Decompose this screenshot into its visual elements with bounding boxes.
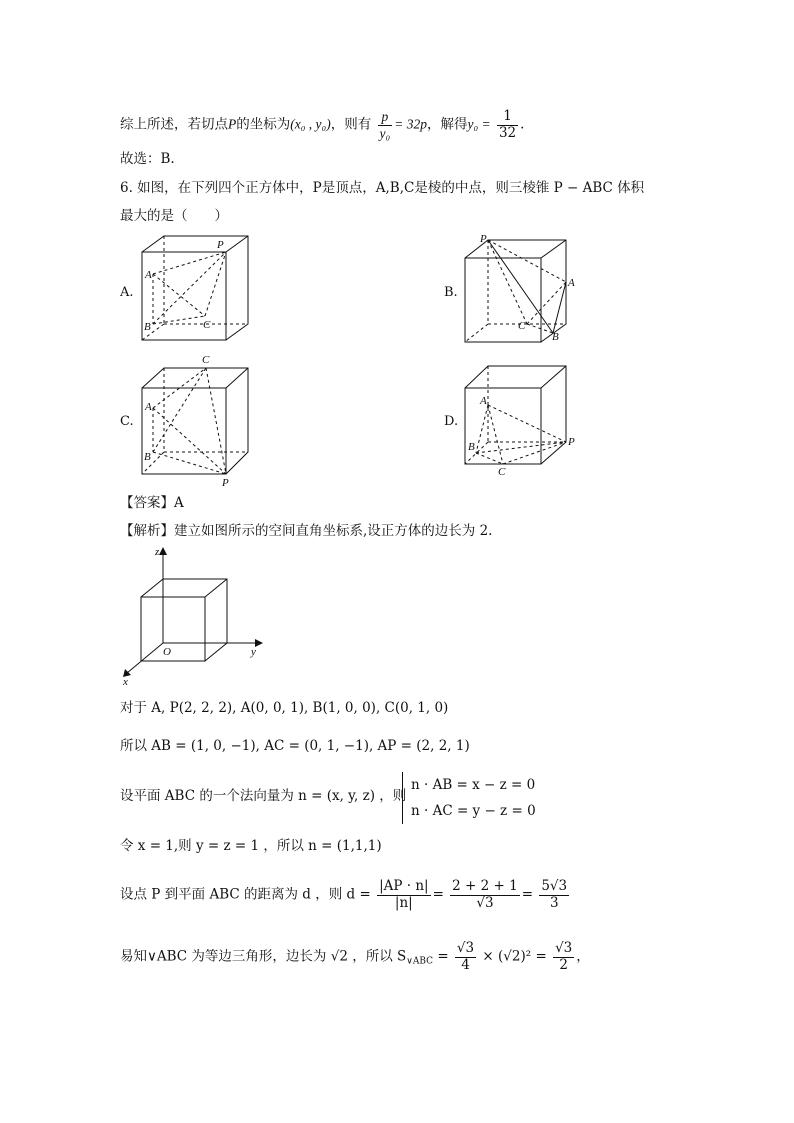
option-d-label: D.: [444, 414, 459, 429]
d-f1-den: |n|: [394, 894, 413, 911]
step-6-sub: ∨ABC: [406, 956, 434, 967]
summary-prefix: 综上所述，若切点: [120, 116, 228, 133]
frac-den: y₀: [379, 125, 391, 141]
distance-fraction-1: [377, 880, 431, 910]
fraction-p-y0: [378, 110, 393, 140]
summary-line: [120, 110, 524, 140]
distance-fraction-2: [450, 880, 520, 910]
step-6-end: ，: [576, 948, 590, 965]
d-f2-num: 2 + 2 + 1: [452, 878, 518, 894]
z-arrow-icon: [159, 547, 167, 555]
system-eq-2: n · AC = y − z = 0: [411, 803, 536, 819]
system-eq-1: n · AB = x − z = 0: [411, 777, 536, 793]
label-b-b: B: [552, 331, 559, 343]
frac-num: p: [378, 110, 393, 126]
coordinate-figure: [115, 545, 275, 685]
eq-32p: = 32p: [394, 116, 427, 132]
label-d-a: A: [480, 395, 487, 407]
origin-label: O: [163, 646, 171, 658]
area-fraction-1: [455, 942, 476, 972]
analysis-line: 【解析】建立如图所示的空间直角坐标系,设正方体的边长为 2.: [120, 523, 493, 539]
d-f3-num: 5√3: [541, 878, 568, 894]
a-f1-den: 4: [461, 956, 470, 973]
label-d-c: C: [498, 466, 506, 478]
step-1: 对于 A, P(2, 2, 2), A(0, 0, 1), B(1, 0, 0), C(0, 1, 0): [120, 700, 449, 716]
point-p: P: [228, 116, 237, 132]
label-b-a: A: [568, 277, 575, 289]
cube-a: [142, 236, 248, 340]
step-6-eq: =: [437, 948, 449, 965]
step-5-prefix: 设点 P 到平面 ABC 的距离为 d ，则 d =: [120, 886, 371, 903]
choice-line: 故选：B.: [120, 151, 175, 167]
question-6-line2: 最大的是（ ）: [120, 208, 228, 224]
y-arrow-icon: [255, 639, 263, 647]
y0-label: y₀ =: [467, 116, 491, 132]
step-3-prefix: 设平面 ABC 的一个法向量为 n = (x, y, z) ，则: [120, 788, 407, 804]
step-6-prefix: 易知∨ABC 为等边三角形，边长为 √2 ，所以 S: [120, 948, 407, 965]
coord: (x₀ , y₀): [290, 116, 331, 132]
label-c-c: C: [202, 354, 210, 366]
label-d-p: P: [568, 436, 575, 448]
cube-d: [465, 366, 566, 464]
d-f2-den: √3: [476, 894, 494, 911]
label-b-c: C: [518, 320, 526, 332]
label-a-p: P: [217, 239, 224, 251]
step-5: 设点 P 到平面 ABC 的距离为 d ，则 d = $\frac{|AP \cdot n|}{|n|}$ = $\frac{2 + 2 + 1}{√3}$ = $\frac{5√3}{3}$: [120, 878, 568, 911]
d-f3-den: 3: [549, 894, 559, 911]
option-b-label: B.: [444, 285, 458, 300]
a-f2-num: √3: [555, 940, 573, 956]
label-d-b: B: [468, 441, 475, 453]
summary-mid1: 的坐标为: [236, 116, 291, 133]
step-3: [120, 790, 406, 804]
step-3-system: [402, 772, 536, 824]
a-f2-den: 2: [559, 956, 568, 973]
d-f1-num: |AP · n|: [379, 878, 429, 894]
label-b-p: P: [480, 233, 487, 245]
label-c-b: B: [144, 451, 151, 463]
a-f1-num: √3: [456, 940, 475, 956]
option-a-label: A.: [120, 285, 134, 300]
fraction-answer: [497, 110, 518, 140]
cube-b: [465, 240, 566, 342]
label-a-c: C: [203, 319, 211, 331]
option-c-label: C.: [120, 414, 134, 429]
axis-z-label: z: [155, 546, 160, 558]
ans-den: 32: [498, 124, 517, 141]
ans-num: 1: [497, 110, 518, 126]
summary-end: .: [520, 116, 525, 133]
x-axis: [127, 643, 163, 673]
label-c-p: P: [222, 477, 229, 489]
step-2: 所以 AB = (1, 0, −1), AC = (0, 1, −1), AP = (2, 2, 1): [120, 738, 470, 754]
distance-fraction-3: [539, 880, 569, 910]
label-c-a: A: [145, 401, 152, 413]
axis-x-label: x: [123, 676, 128, 685]
step-6: [120, 942, 590, 972]
cube-c: [142, 368, 248, 474]
area-fraction-2: [553, 942, 574, 972]
summary-mid3: ，解得: [426, 116, 468, 133]
summary-mid2: ，则有: [330, 116, 372, 133]
step-6-mid2: × (√2)² =: [482, 948, 547, 965]
label-a-b: B: [144, 321, 151, 333]
question-6-line1: 6. 如图，在下列四个正方体中，P是顶点，A,B,C是棱的中点，则三棱锥 P − ABC 体积: [120, 180, 645, 196]
answer-line: 【答案】A: [120, 495, 184, 511]
axis-y-label: y: [251, 646, 256, 658]
step-4: 令 x = 1,则 y = z = 1 ，所以 n = (1,1,1): [120, 838, 382, 854]
label-a-a: A: [145, 269, 152, 281]
